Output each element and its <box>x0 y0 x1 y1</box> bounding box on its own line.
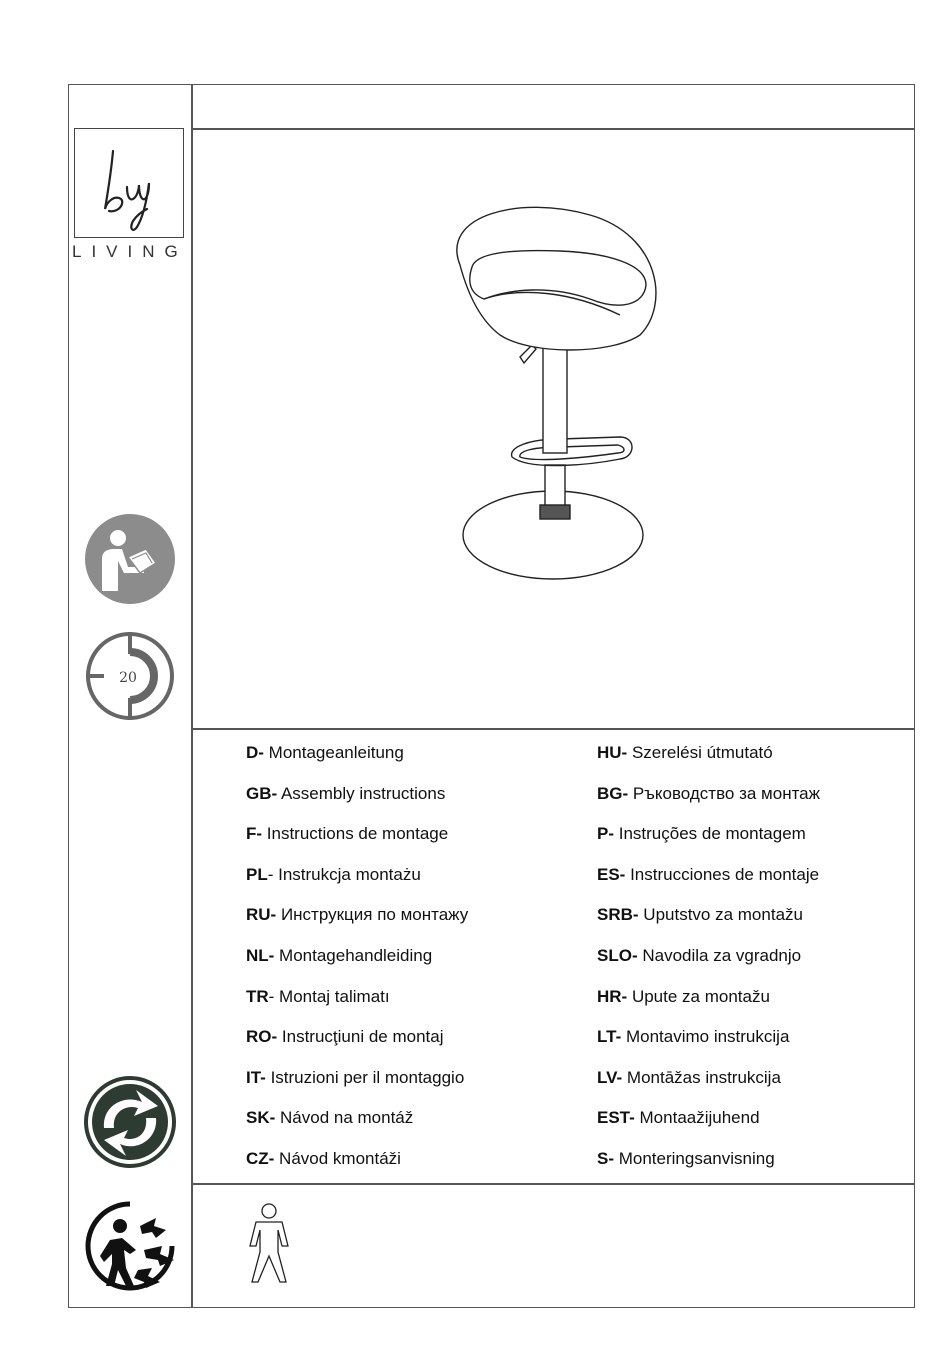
language-entry <box>597 865 819 885</box>
language-code: SRB- <box>597 905 639 925</box>
language-title: Инструкция по монтажу <box>276 905 469 925</box>
header-divider <box>191 128 915 130</box>
language-code: ES- <box>597 864 626 884</box>
language-code: RO- <box>246 1027 278 1047</box>
language-code: LV- <box>597 1067 623 1087</box>
language-code: CZ- <box>246 1149 275 1168</box>
language-entry <box>246 824 448 844</box>
language-title: Istruzioni per il montaggio <box>265 1067 465 1087</box>
language-code: D- <box>246 743 264 762</box>
language-entry <box>597 743 773 763</box>
language-code: F- <box>246 824 263 844</box>
language-entry <box>246 1108 413 1128</box>
language-code: EST- <box>597 1108 635 1128</box>
language-entry <box>597 987 770 1007</box>
language-title: Szerelési útmutató <box>627 743 773 762</box>
language-entry <box>597 1108 760 1128</box>
language-code: PL <box>246 864 268 884</box>
language-title: - Instrukcja montażu <box>267 864 421 884</box>
left-column-divider <box>191 84 193 1308</box>
language-code: GB- <box>246 783 278 803</box>
language-entry <box>597 946 801 966</box>
language-title: Upute za montažu <box>627 986 770 1006</box>
number-badge-icon <box>84 630 176 722</box>
languages-divider <box>191 1183 915 1185</box>
language-code: RU- <box>246 905 277 925</box>
language-title: Instrucciones de montaje <box>625 864 820 884</box>
brand-logo <box>74 128 184 238</box>
language-entry <box>597 905 803 925</box>
language-entry <box>246 987 390 1007</box>
language-code: SK- <box>246 1108 276 1128</box>
language-title: Montāžas instrukcija <box>622 1067 781 1087</box>
language-code: P- <box>597 824 614 844</box>
language-entry <box>246 1149 401 1169</box>
language-entry <box>597 1149 775 1169</box>
language-title: Montaažijuhend <box>634 1108 760 1128</box>
language-entry <box>246 1027 443 1047</box>
language-title: Monteringsanvisning <box>614 1149 775 1168</box>
language-entry <box>597 1027 789 1047</box>
language-code: LT- <box>597 1027 622 1047</box>
language-code: NL- <box>246 946 275 965</box>
language-code: TR <box>246 986 269 1006</box>
language-title: Návod na montáž <box>275 1108 414 1128</box>
language-entry <box>597 784 820 804</box>
triman-recycle-icon <box>82 1198 182 1294</box>
green-dot-icon <box>84 1076 176 1168</box>
badge-number: 20 <box>119 670 137 686</box>
language-title: Montagehandleiding <box>274 946 433 965</box>
language-code: IT- <box>246 1067 266 1087</box>
image-divider <box>191 728 915 730</box>
language-entry <box>597 824 806 844</box>
language-code: BG- <box>597 783 629 803</box>
language-code: SLO- <box>597 946 638 965</box>
language-entry <box>246 865 421 885</box>
language-entry <box>246 784 445 804</box>
bar-stool-drawing <box>420 195 670 595</box>
language-title: Uputstvo za montažu <box>638 905 803 925</box>
language-code: HR- <box>597 986 628 1006</box>
language-title: Instrucţiuni de montaj <box>277 1027 444 1047</box>
read-manual-icon <box>84 513 176 605</box>
language-entry <box>246 946 432 966</box>
language-title: Návod kmontáži <box>274 1149 401 1168</box>
language-title: Instructions de montage <box>262 824 449 844</box>
by-script-icon <box>75 129 182 236</box>
language-title: Assembly instructions <box>277 783 446 803</box>
language-entry <box>246 905 468 925</box>
language-code: S- <box>597 1149 614 1168</box>
one-person-icon <box>246 1202 292 1286</box>
language-code: HU- <box>597 743 628 762</box>
language-title: Ръководство за монтаж <box>628 783 821 803</box>
language-title: Instruções de montagem <box>614 824 806 844</box>
language-title: - Montaj talimatı <box>268 986 390 1006</box>
language-entry <box>597 1068 781 1088</box>
language-entry <box>246 1068 464 1088</box>
language-title: Navodila za vgradnjo <box>637 946 802 965</box>
brand-wordmark: LIVING <box>72 242 188 261</box>
language-entry <box>246 743 404 763</box>
language-title: Montavimo instrukcija <box>621 1027 790 1047</box>
language-title: Montageanleitung <box>263 743 404 762</box>
